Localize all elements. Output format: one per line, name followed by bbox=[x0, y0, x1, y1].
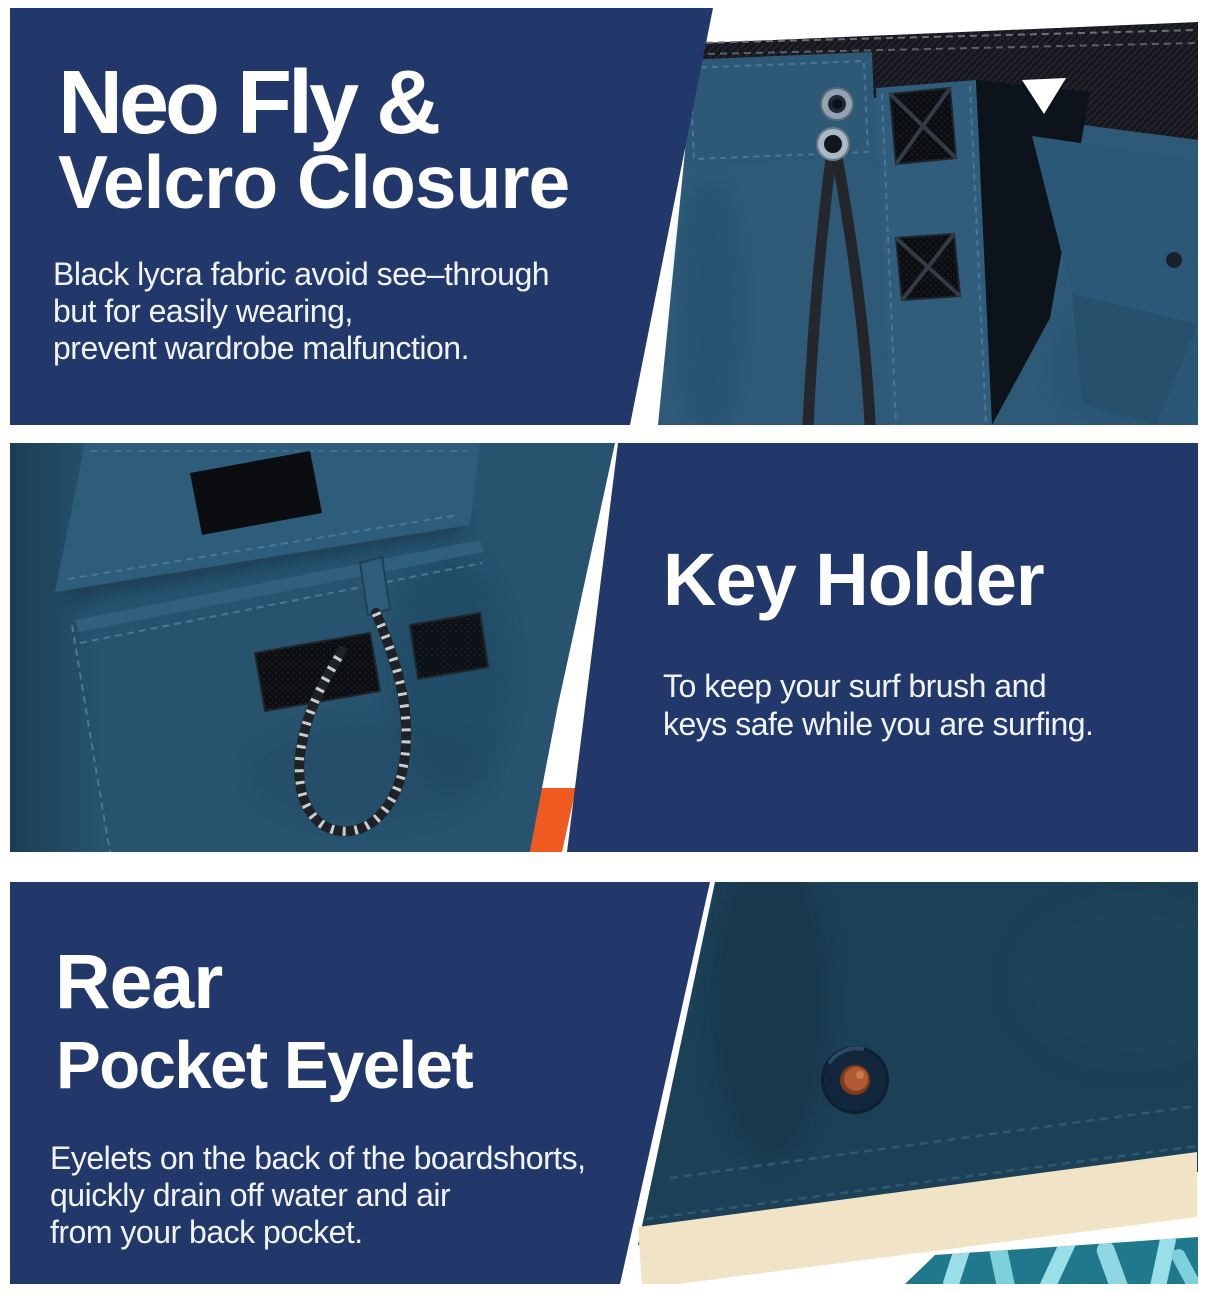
feature-heading-line: Key Holder bbox=[663, 538, 1044, 621]
description-line: but for easily wearing, bbox=[53, 293, 353, 329]
description-line: Eyelets on the back of the boardshorts, bbox=[50, 1140, 586, 1176]
feature-description bbox=[53, 256, 549, 367]
velcro-patch bbox=[890, 88, 956, 164]
feature-description bbox=[50, 1140, 586, 1251]
feature-section-rear-eyelet bbox=[10, 882, 1198, 1284]
snap-button bbox=[1166, 252, 1182, 268]
description-line: Black lycra fabric avoid see–through bbox=[53, 256, 550, 292]
description-line: quickly drain off water and air bbox=[50, 1177, 451, 1213]
feature-heading-line: Rear bbox=[55, 939, 223, 1025]
feature-description bbox=[663, 667, 1093, 743]
description-line: To keep your surf brush and bbox=[663, 668, 1047, 704]
velcro-patch bbox=[896, 234, 960, 300]
feature-heading-line: Neo Fly & bbox=[58, 53, 438, 153]
description-line: prevent wardrobe malfunction. bbox=[53, 330, 469, 366]
fly-eyelet bbox=[816, 127, 850, 161]
feature-section-key-holder bbox=[10, 443, 1198, 852]
feature-heading-line: Velcro Closure bbox=[58, 140, 570, 224]
feature-section-neo-fly bbox=[10, 8, 1198, 425]
fly-eyelet bbox=[820, 87, 854, 121]
feature-heading-line: Pocket Eyelet bbox=[56, 1028, 473, 1103]
description-line: from your back pocket. bbox=[50, 1214, 363, 1250]
description-line: keys safe while you are surfing. bbox=[663, 706, 1094, 742]
rear-eyelet bbox=[821, 1046, 889, 1114]
